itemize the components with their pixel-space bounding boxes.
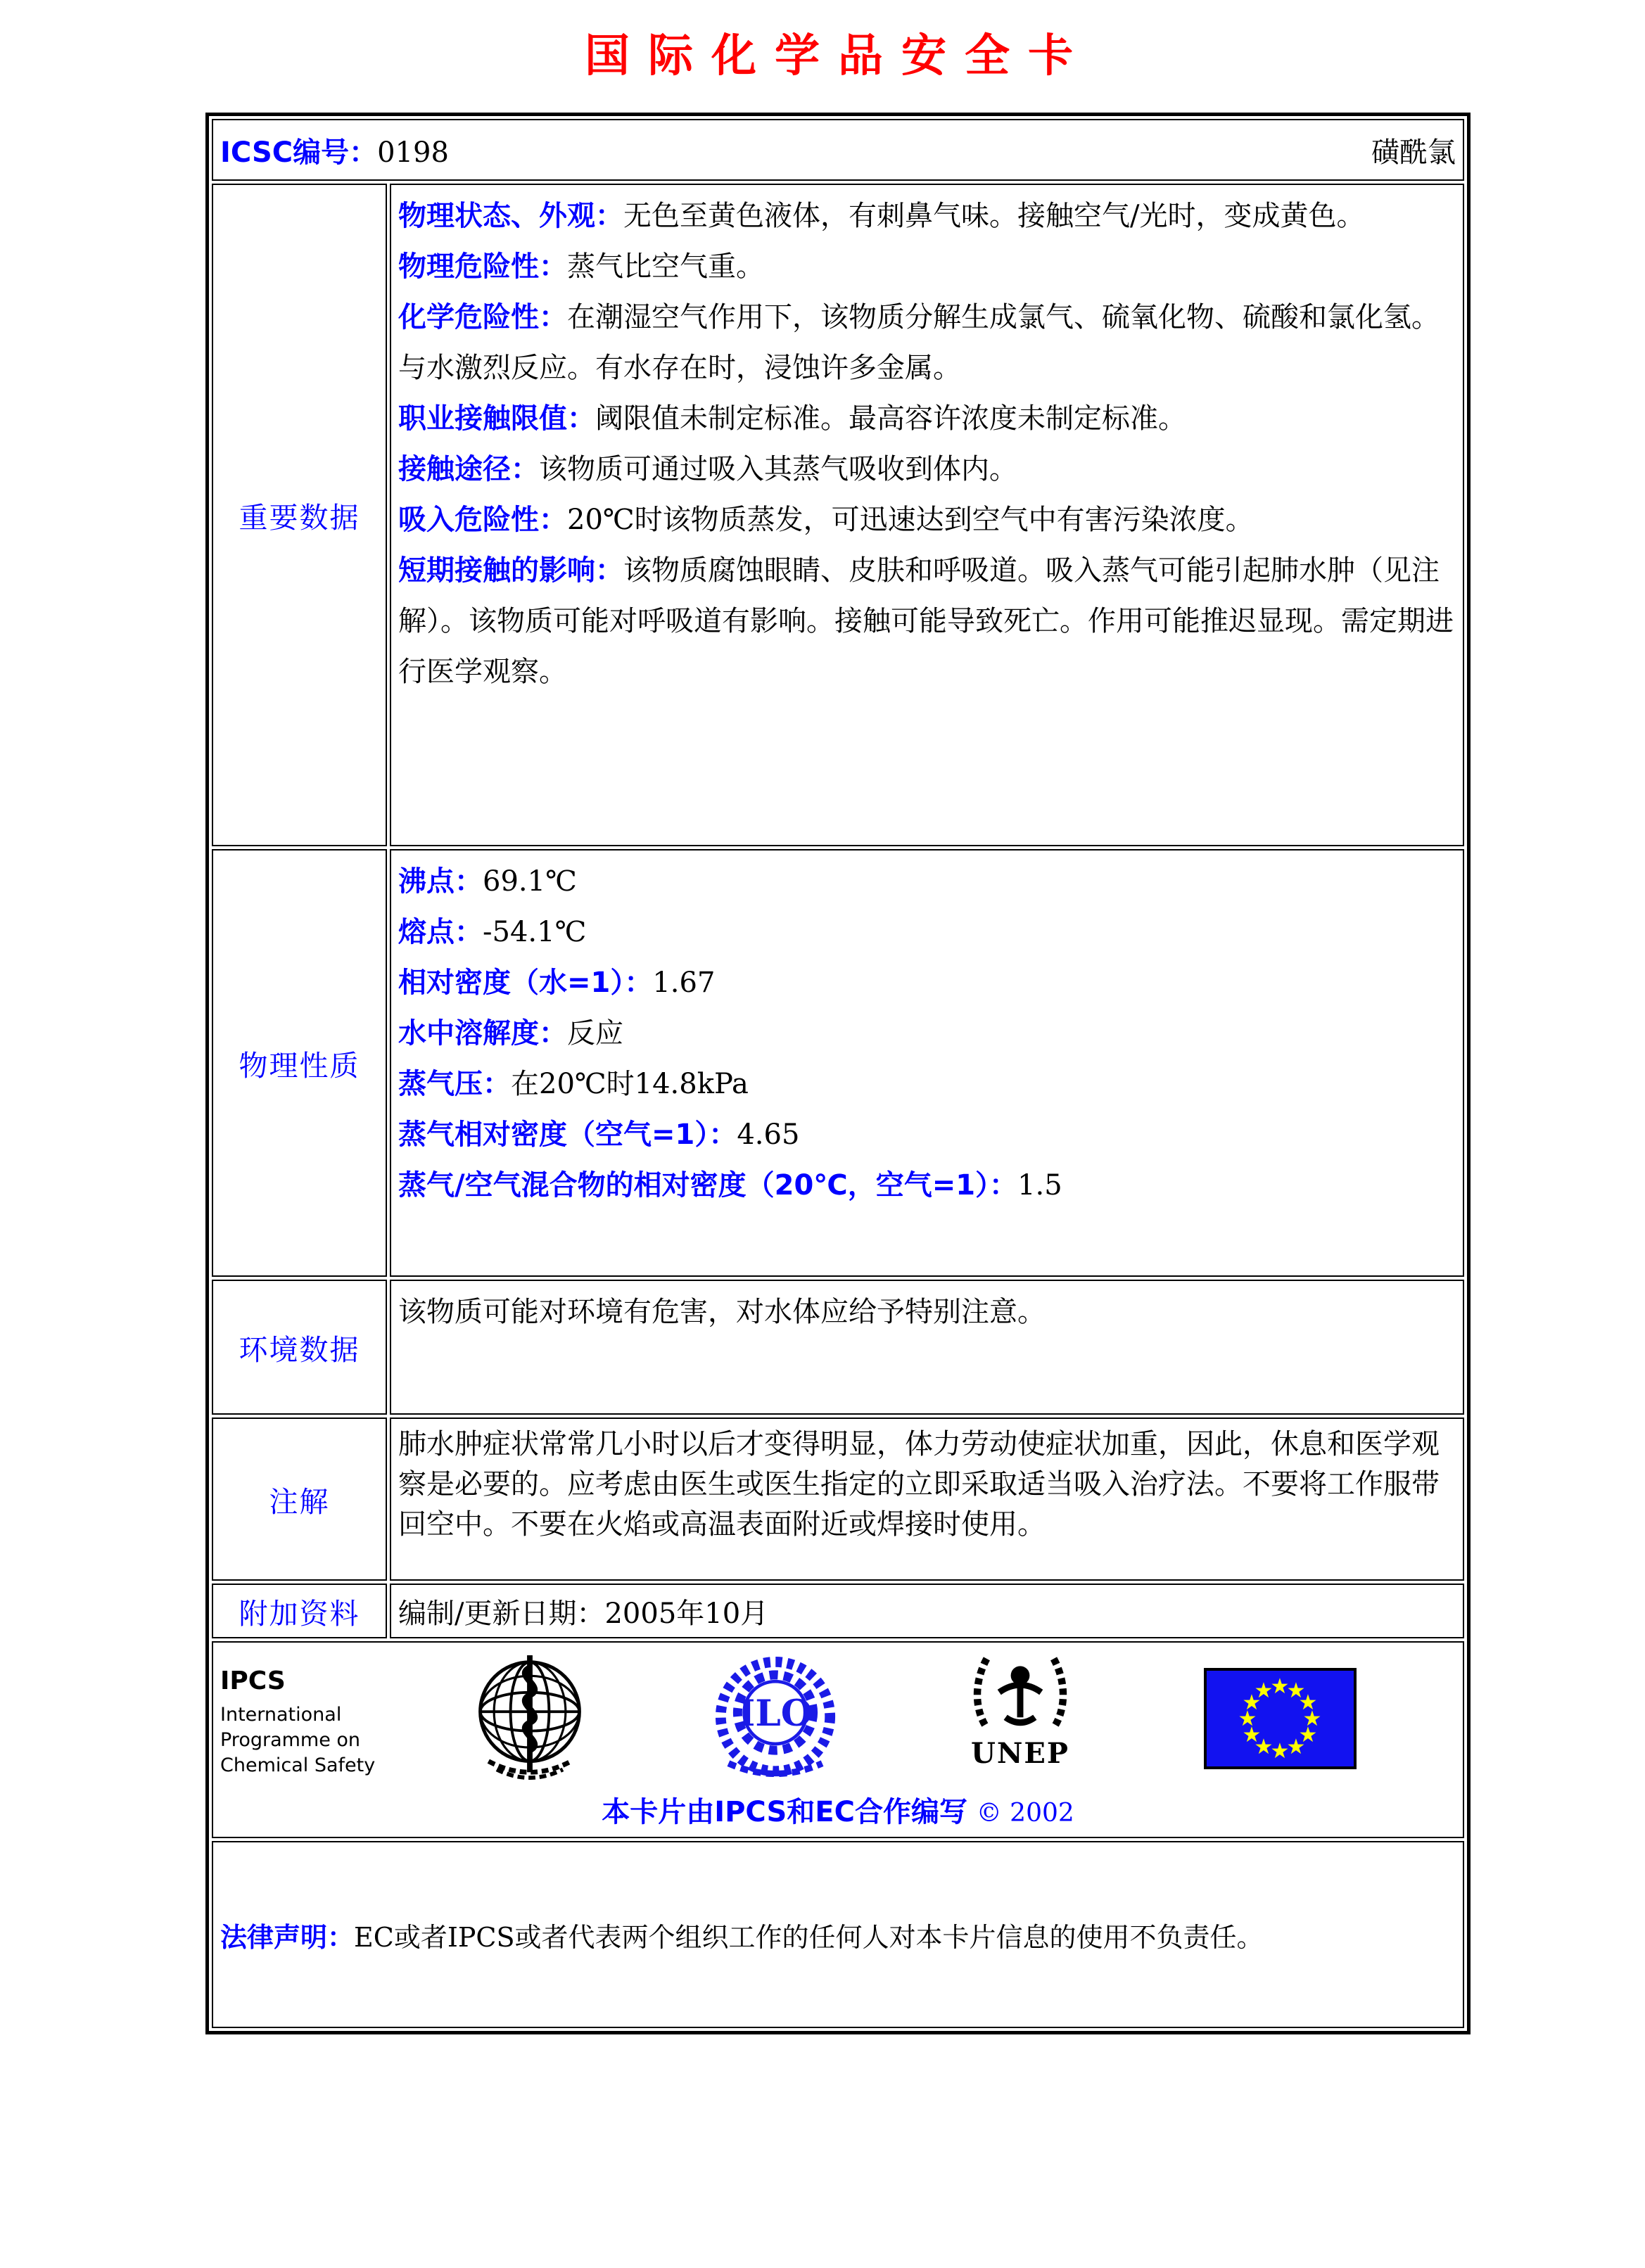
svg-text:ILO: ILO bbox=[738, 1692, 813, 1735]
physical-properties-label: 物理性质 bbox=[212, 849, 387, 1277]
logos-row bbox=[212, 1641, 1464, 1838]
important-data-label: 重要数据 bbox=[212, 184, 387, 846]
svg-text:★: ★ bbox=[1298, 1690, 1318, 1715]
legal-notice-label: 法律声明： bbox=[220, 1921, 355, 1953]
unep-wordmark: UNEP bbox=[970, 1737, 1069, 1770]
paragraph: 物理状态、外观：无色至黄色液体，有刺鼻气味。接触空气/光时，变成黄色。 bbox=[398, 200, 1365, 232]
update-date-label: 编制/更新日期： bbox=[398, 1597, 605, 1630]
paragraph: 职业接触限值：阈限值未制定标准。最高容许浓度未制定标准。 bbox=[398, 402, 1186, 435]
paragraph: 该物质可能对环境有危害，对水体应给予特别注意。 bbox=[398, 1296, 1046, 1328]
paragraph: 蒸气/空气混合物的相对密度（20℃，空气=1）：1.5 bbox=[398, 1169, 1062, 1202]
ipcs-acronym: IPCS bbox=[220, 1667, 286, 1695]
ipcs-text-block: IPCS International Programme on Chemical Safety bbox=[220, 1667, 376, 1776]
page-title: 国际化学品安全卡 bbox=[585, 30, 1091, 82]
environmental-data-content bbox=[390, 1280, 1464, 1415]
environmental-data-row bbox=[212, 1280, 1464, 1415]
important-data-row bbox=[212, 184, 1464, 846]
legal-notice-row bbox=[212, 1841, 1464, 2028]
paragraph: 沸点：69.1℃ bbox=[398, 865, 577, 898]
caption-text: 本卡片由IPCS和EC合作编写 bbox=[602, 1796, 967, 1828]
svg-text:★: ★ bbox=[1254, 1678, 1274, 1703]
svg-text:★: ★ bbox=[1286, 1678, 1306, 1703]
physical-properties-row bbox=[212, 849, 1464, 1277]
notes-row bbox=[212, 1418, 1464, 1581]
svg-text:★: ★ bbox=[1242, 1723, 1262, 1747]
eu-flag-icon bbox=[1204, 1668, 1357, 1772]
update-date-value: 2005年10月 bbox=[604, 1597, 769, 1630]
legal-notice-text: EC或者IPCS或者代表两个组织工作的任何人对本卡片信息的使用不负责任。 bbox=[354, 1921, 1264, 1953]
paragraph: 水中溶解度：反应 bbox=[398, 1017, 623, 1050]
svg-text:★: ★ bbox=[1254, 1735, 1274, 1759]
logo-strip bbox=[213, 1643, 1463, 1837]
icsc-number-value: 0198 bbox=[377, 136, 449, 169]
paragraph: 吸入危险性：20℃时该物质蒸发，可迅速达到空气中有害污染浓度。 bbox=[398, 504, 1254, 536]
who-logo-icon bbox=[461, 1654, 599, 1783]
icsc-number-label: ICSC编号： bbox=[220, 136, 378, 169]
notes-label: 注解 bbox=[212, 1418, 387, 1581]
copyright-text: © 2002 bbox=[976, 1799, 1074, 1828]
additional-info-label: 附加资料 bbox=[212, 1584, 387, 1638]
additional-info-row bbox=[212, 1584, 1464, 1638]
physical-properties-content bbox=[390, 849, 1464, 1277]
logo-caption bbox=[213, 1790, 1463, 1830]
paragraph: 肺水肿症状常常几小时以后才变得明显，体力劳动使症状加重，因此，休息和医学观察是必要的。应考虑由医生或医生指定的立即采取适当吸入治疗法。不要将工作服带回空中。不要在火焰或高温表面附近或焊接时使用。 bbox=[398, 1428, 1440, 1541]
additional-info-content bbox=[390, 1584, 1464, 1638]
unep-logo-icon bbox=[967, 1652, 1073, 1770]
paragraph: 熔点：-54.1℃ bbox=[398, 916, 587, 948]
important-data-content bbox=[390, 184, 1464, 846]
svg-text:★: ★ bbox=[1242, 1690, 1262, 1715]
paragraph: 相对密度（水=1）：1.67 bbox=[398, 967, 716, 999]
icsc-card-table bbox=[205, 113, 1471, 2034]
paragraph: 化学危险性：在潮湿空气作用下，该物质分解生成氯气、硫氧化物、硫酸和氯化氢。与水激烈反应。有水存在时，浸蚀许多金属。 bbox=[398, 301, 1440, 384]
chemical-name: 磺酰氯 bbox=[1371, 136, 1456, 169]
ilo-logo-icon bbox=[710, 1657, 841, 1780]
paragraph: 接触途径：该物质可通过吸入其蒸气吸收到体内。 bbox=[398, 453, 1017, 485]
svg-text:★: ★ bbox=[1238, 1707, 1257, 1731]
svg-text:★: ★ bbox=[1286, 1735, 1306, 1759]
paragraph: 物理危险性：蒸气比空气重。 bbox=[398, 250, 764, 283]
environmental-data-label: 环境数据 bbox=[212, 1280, 387, 1415]
icsc-number-group bbox=[220, 130, 449, 170]
paragraph: 短期接触的影响：该物质腐蚀眼睛、皮肤和呼吸道。吸入蒸气可能引起肺水肿（见注解）。该物质可能对呼吸道有影响。接触可能导致死亡。作用可能推迟显现。需定期进行医学观察。 bbox=[398, 554, 1454, 688]
paragraph: 蒸气相对密度（空气=1）：4.65 bbox=[398, 1119, 800, 1151]
paragraph: 蒸气压：在20℃时14.8kPa bbox=[398, 1068, 749, 1100]
card-page bbox=[205, 20, 1471, 2034]
notes-content bbox=[390, 1418, 1464, 1581]
svg-text:★: ★ bbox=[1298, 1723, 1318, 1747]
svg-text:★: ★ bbox=[1270, 1674, 1290, 1699]
header-row bbox=[212, 119, 1464, 181]
svg-text:★: ★ bbox=[1302, 1707, 1322, 1731]
svg-text:★: ★ bbox=[1270, 1739, 1290, 1764]
